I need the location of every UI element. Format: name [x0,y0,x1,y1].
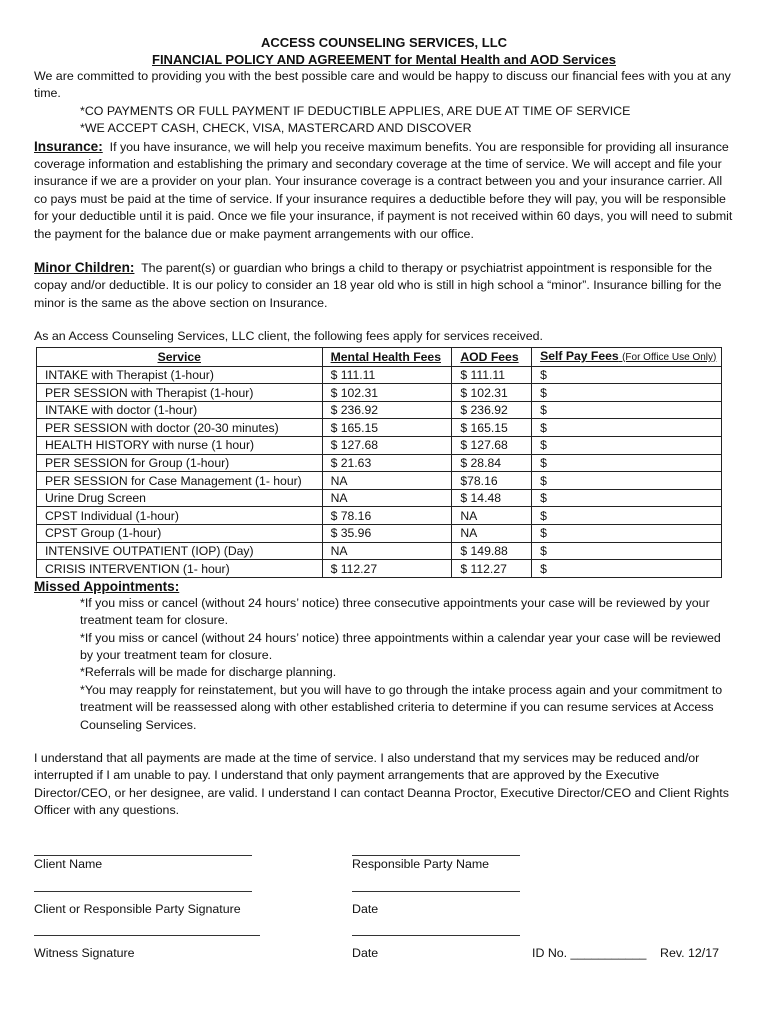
minor-text: The parent(s) or guardian who brings a child to therapy or psychiatrist appointment is responsible for the copay and/or deductible. It is our policy to consider an 18 year old who is still in high school a “minor”. Insurance billing for the minor is the same as the above section on Insurance. [34,261,722,310]
table-row: CRISIS INTERVENTION (1- hour) $ 112.27 $ 112.27 $ [37,560,722,578]
policy-document [34,34,734,820]
client-name-line[interactable] [34,855,252,856]
payment-methods-note: *WE ACCEPT CASH, CHECK, VISA, MASTERCARD AND DISCOVER [80,121,472,136]
minor-section [34,259,734,312]
insurance-section [34,138,734,243]
date-line-2[interactable] [352,935,520,936]
aod-fees-header: AOD Fees [452,347,532,366]
document-title: FINANCIAL POLICY AND AGREEMENT for Mental Health and AOD Services [152,52,616,67]
intro-text: We are committed to providing you with the best possible care and would be happy to discuss our financial fees with you at any time. [34,69,731,101]
table-row: Urine Drug Screen NA $ 14.48 $ [37,489,722,507]
table-row: CPST Group (1-hour) $ 35.96 NA $ [37,525,722,543]
list-item: *Referrals will be made for discharge planning. [80,665,337,680]
table-row: PER SESSION with Therapist (1-hour) $ 102.31 $ 102.31 $ [37,384,722,402]
witness-signature-label: Witness Signature [34,946,135,960]
list-item: *If you miss or cancel (without 24 hours’ notice) three appointments within a calendar year your case will be reviewed by your treatment team for closure. [80,630,721,663]
table-row: PER SESSION for Group (1-hour) $ 21.63 $ 28.84 $ [37,454,722,472]
fee-table-header [37,347,722,366]
copay-note: *CO PAYMENTS OR FULL PAYMENT IF DEDUCTIBLE APPLIES, ARE DUE AT TIME OF SERVICE [80,103,631,118]
insurance-heading: Insurance: [34,138,103,154]
list-item: *You may reapply for reinstatement, but you will have to go through the intake process again and your commitment to treatment will be reassessed along with other established criteria to determine if you can resume services at Access Counseling Services. [80,682,723,732]
office-use-note: (For Office Use Only) [622,351,717,363]
mental-health-fees-header: Mental Health Fees [322,347,452,366]
table-row: CPST Individual (1-hour) $ 78.16 NA $ [37,507,722,525]
date-label-2: Date [352,946,379,960]
client-name-label: Client Name [34,857,103,871]
list-item: *If you miss or cancel (without 24 hours’ notice) three consecutive appointments your case will be reviewed by your treatment team for closure. [80,595,710,628]
understanding-statement: I understand that all payments are made at the time of service. I also understand that my services may be reduced and/or interrupted if I am unable to pay. I understand that only payment arrangements that are approved by the Executive Director/CEO, or her designee, are valid. I understand I can contact Deanna Proctor, Executive Director/CEO and Client Rights Officer with any questions. [34,751,729,818]
table-row: INTAKE with doctor (1-hour) $ 236.92 $ 236.92 $ [37,401,722,419]
fee-table [36,347,722,578]
service-header: Service [37,347,323,366]
missed-appointments-heading: Missed Appointments: [34,578,180,594]
missed-appointments-list [34,595,734,734]
table-row: HEALTH HISTORY with nurse (1 hour) $ 127.68 $ 127.68 $ [37,437,722,455]
revision-label: Rev. 12/17 [660,946,720,960]
fees-intro: As an Access Counseling Services, LLC client, the following fees apply for services received. [34,329,543,344]
self-pay-fees-header: Self Pay Fees (For Office Use Only) [532,347,722,366]
responsible-party-name-line[interactable] [352,855,520,856]
minor-heading: Minor Children: [34,260,135,276]
table-row: INTAKE with Therapist (1-hour) $ 111.11 $ 111.11 $ [37,366,722,384]
id-number-field[interactable]: ID No. ___________ [532,946,647,960]
date-label-1: Date [352,902,379,916]
witness-signature-line[interactable] [34,935,260,936]
table-row: INTENSIVE OUTPATIENT (IOP) (Day) NA $ 149.88 $ [37,542,722,560]
signature-label: Client or Responsible Party Signature [34,902,241,916]
signature-line[interactable] [34,891,252,892]
date-line-1[interactable] [352,891,520,892]
company-name: ACCESS COUNSELING SERVICES, LLC [260,35,508,50]
table-row: PER SESSION for Case Management (1- hour) NA $78.16 $ [37,472,722,490]
table-row: PER SESSION with doctor (20-30 minutes) $ 165.15 $ 165.15 $ [37,419,722,437]
insurance-text: If you have insurance, we will help you receive maximum benefits. You are responsible for providing all insurance coverage information and establishing the primary and secondary coverage at the time of service. We will accept and file your insurance if we are a provider on your plan. Your insurance coverage is a contract between you and your insurance carrier. All co pays must be paid at the time of service. If your insurance requires a deductible before they will pay, you will be responsible for your deductible until it is paid. Once we file your insurance, if payment is not received within 60 days, you will need to submit the payment for the balance due or make payment arrangements with our office. [34,139,733,241]
responsible-party-name-label: Responsible Party Name [352,857,490,871]
